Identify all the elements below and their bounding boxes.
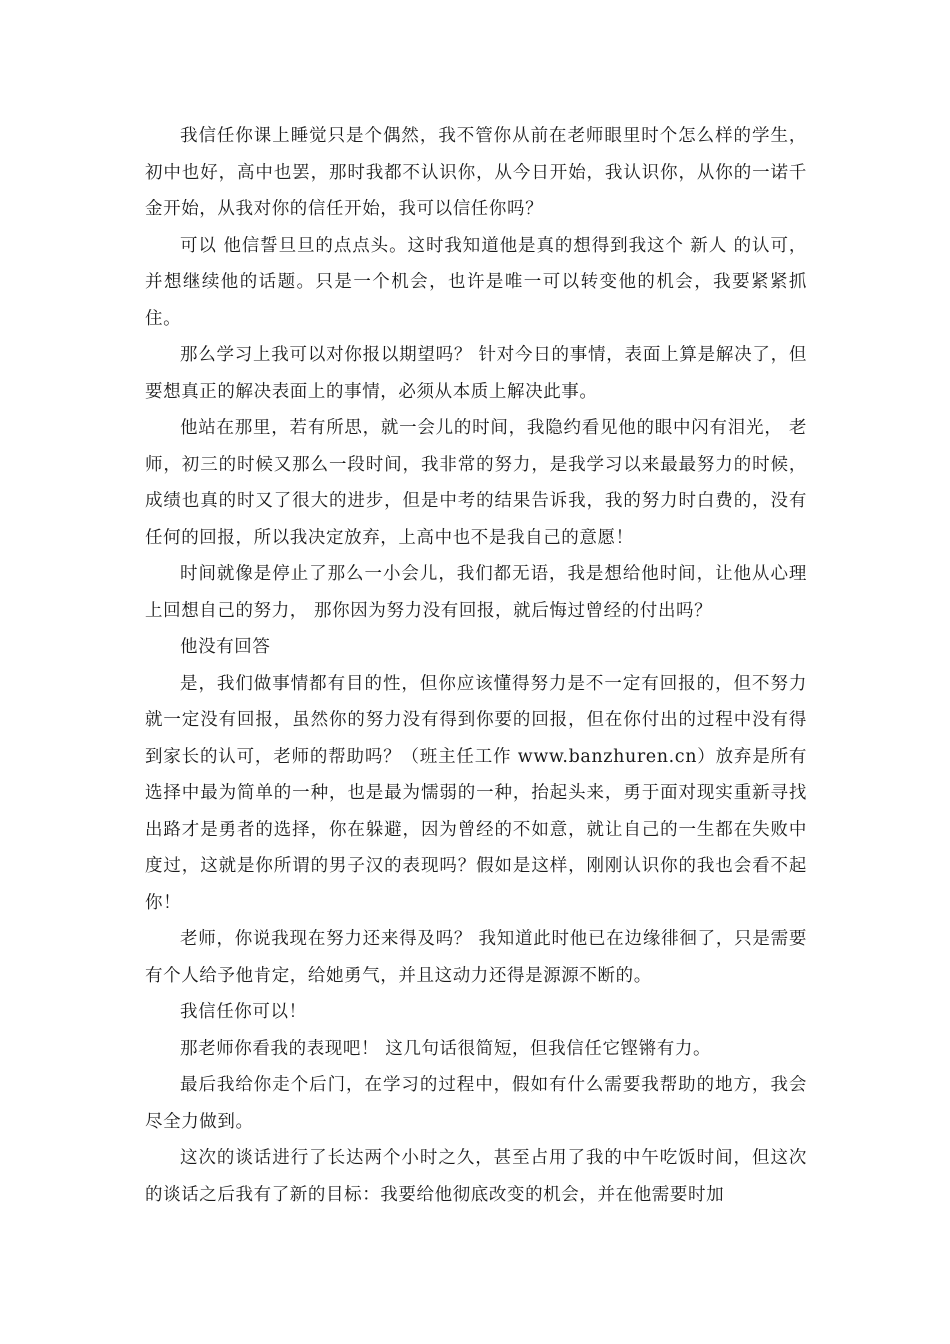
paragraph: 时间就像是停止了那么一小会儿，我们都无语，我是想给他时间，让他从心理上回想自己的努力， 那你因为努力没有回报，就后悔过曾经的付出吗？ <box>145 564 807 621</box>
document-body <box>145 118 807 1213</box>
paragraph: 可以 他信誓旦旦的点点头。这时我知道他是真的想得到我这个 新人 的认可，并想继续他的话题。只是一个机会，也许是唯一可以转变他的机会，我要紧紧抓住。 <box>145 235 807 329</box>
paragraph: 他站在那里，若有所思，就一会儿的时间，我隐约看见他的眼中闪有泪光， 老师，初三的时候又那么一段时间，我非常的努力，是我学习以来最最努力的时候，成绩也真的时又了很大的进步，但是中考的结果告诉我，我的努力时白费的，没有任何的回报，所以我决定放弃，上高中也不是我自己的意愿！ <box>145 418 807 548</box>
paragraph: 他没有回答 <box>180 637 271 657</box>
paragraph: 我信任你可以！ <box>180 1002 307 1022</box>
paragraph: 那老师你看我的表现吧！ 这几句话很简短，但我信任它铿锵有力。 <box>180 1038 712 1059</box>
paragraph: 那么学习上我可以对你报以期望吗？ 针对今日的事情，表面上算是解决了，但要想真正的解决表面上的事情，必须从本质上解决此事。 <box>145 345 807 402</box>
paragraph: 是，我们做事情都有目的性，但你应该懂得努力是不一定有回报的，但不努力就一定没有回报，虽然你的努力没有得到你要的回报，但在你付出的过程中没有得到家长的认可，老师的帮助吗？（班主任工作 www.banzhuren.cn）放弃是所有选择中最为简单的一种，也是最为懦弱的一种，抬起头来，勇于面对现实重新寻找出路才是勇者的选择，你在躲避，因为曾经的不如意，就让自己的一生都在失败中度过，这就是你所谓的男子汉的表现吗？假如是这样，刚刚认识你的我也会看不起你！ <box>145 673 807 913</box>
paragraph: 最后我给你走个后门，在学习的过程中，假如有什么需要我帮助的地方，我会尽全力做到。 <box>145 1075 807 1132</box>
paragraph: 这次的谈话进行了长达两个小时之久，甚至占用了我的中午吃饭时间，但这次的谈话之后我有了新的目标：我要给他彻底改变的机会，并在他需要时加 <box>145 1148 807 1205</box>
paragraph: 我信任你课上睡觉只是个偶然，我不管你从前在老师眼里时个怎么样的学生，初中也好，高中也罢，那时我都不认识你，从今日开始，我认识你，从你的一诺千金开始，从我对你的信任开始，我可以信任你吗？ <box>145 126 807 219</box>
paragraph: 老师，你说我现在努力还来得及吗？ 我知道此时他已在边缘徘徊了，只是需要有个人给予他肯定，给她勇气，并且这动力还得是源源不断的。 <box>145 929 807 986</box>
